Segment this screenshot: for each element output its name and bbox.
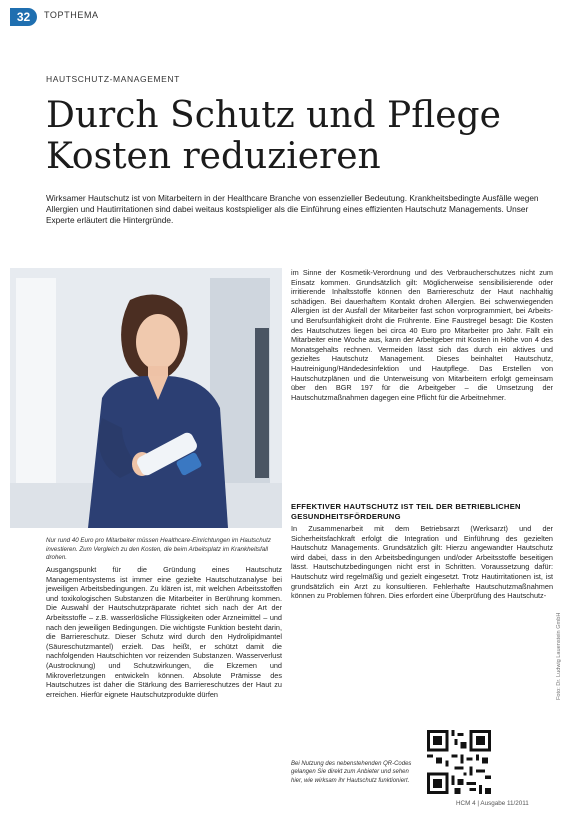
page-footer: HCM 4 | Ausgabe 11/2011 (456, 800, 529, 807)
section-label: TOPTHEMA (44, 10, 99, 20)
qr-code-icon[interactable] (427, 730, 491, 794)
page-number: 32 (10, 8, 37, 26)
article-lead: Wirksamer Hautschutz ist von Mitarbeitern in der Healthcare Branche von essenzieller Bedeutung. Krankheitsbedingte Ausfälle wegen Allergien und Hautirritationen sind dabei weitaus kostspieliger als die Einführung eines effizienten Hautschutz Managements. Unser Experte erläutert die Hintergründe. (46, 193, 539, 226)
article-photo (10, 268, 282, 528)
article-title: Durch Schutz und Pflege Kosten reduzieren (46, 95, 501, 177)
article-rubric: HAUTSCHUTZ-MANAGEMENT (46, 74, 180, 84)
qr-caption: Bei Nutzung des nebenstehenden QR-Codes gelangen Sie direkt zum Anbieter und sehen hier, wie wirksam ihr Hautschutz funktioniert. (291, 761, 412, 784)
body-column-right-top: im Sinne der Kosmetik-Verordnung und des Verbraucherschutzes nicht zum Einsatz kommen. Grundsätzlich gilt: Möglicherweise sensibilisierende oder irritierende Inhaltsstoffe können den Barriereschutz der Haut nachhaltig schädigen. Bei dauerhaftem Kontakt drohen Allergien. Bei schwerwiegenden Allergien ist der Ausfall der Mitarbeiter fast schon vorprogrammiert, bei Arbeits- und Berufsunfähigkeit droht die Frührente. Eine Faustregel besagt: Die Kosten des Hautschutzes liegen bei circa 40 Euro pro Mitarbeiter pro Jahr. Fällt ein Mitarbeiter eine Woche aus, kann der Arbeitgeber mit Kosten in Höhe von 4 des Monatsgehalts rechnen. Vermeiden lässt sich das durch ein aktives und gezieltes Hautschutz Management. Dieses beinhaltet Hautschutz, Hautreinigung/Händedesinfektion und Hautpflege. Das Erstellen von Hautschutzplänen und die Unterweisung von Mitarbeitern erfolgt gemeinsam über den BGR 197 für die Arbeitgeber – die Umsetzung der Hautschutzmaßnahmen dagegen eine Pflicht für die Arbeitnehmer. (291, 268, 553, 402)
image-caption: Nur rund 40 Euro pro Mitarbeiter müssen Healthcare-Einrichtungen im Hautschutz investieren. Zum Vergleich zu den Kosten, die beim Arbeitsplatz im Krankheitsfall drohen. (46, 537, 271, 562)
nurse-illustration (10, 268, 282, 528)
photo-credit: Foto: Dr. Ludwig Lauenstein GmbH (556, 612, 562, 700)
body-column-left: Ausgangspunkt für die Gründung eines Hautschutz Managementsystems ist immer eine gezielte Hautschutzanalyse bei jeweiligen Arbeitsbedingungen. Zu klären ist, mit welchen Arbeitsstoffen und toxikologischen Substanzen die Mitarbeiter in Berührung kommen. Die Auswahl der Hautschutzpräparate richtet sich nach der Art der Arbeitsstoffe – z.B. wasserlösliche Flüssigkeiten oder Arzneimittel – und nach den jeweiligen Bedingungen. Die wichtigste Funktion besteht darin, die Barriereschutz. Dieser Schutz wird durch den Hydrolipidmantel (Säureschutzmantel) erzielt. Das heißt, er schützt damit die nachfolgenden Hautschichten vor reizenden Substanzen. Wasserverlust (Austrocknung) und Schutzwirkungen, die Ekzemen und Mikroverletzungen entwickeln können. Absolute Prämisse des Hautschutzes ist daher die Stärkung des Barriereschutzes der Haut zu erreichen. Hierfür eignete Hautschutzprodukte dürfen (46, 565, 282, 699)
body-column-right-bottom: In Zusammenarbeit mit dem Betriebsarzt (Werksarzt) und der Sicherheitsfachkraft erfolgt die Integration und Einführung des gezielten Hautschutz Managements. Grundsätzlich gilt: Hierzu angewandter Hautschutz wird dabei, dass in den Arbeitsbedingungen und/oder Arbeitsstoffe beseitigen lässt. Hautschutzbedingungen nicht erst in Schritten. Voraussetzung dafür: Hautschutz wird regelmäßig und gezielt eingesetzt. Trotz Hautirritationen ist, ist grundsätzlich ein Arzt zu konsultieren. Fehlerhafte Hautschutzmaßnahmen können zu Problemen führen. Dies erfordert eine Überprüfung des Hautschutz- (291, 524, 553, 601)
section-subhead: EFFEKTIVER HAUTSCHUTZ IST TEIL DER BETRIEBLICHEN GESUNDHEITSFÖRDERUNG (291, 502, 521, 521)
